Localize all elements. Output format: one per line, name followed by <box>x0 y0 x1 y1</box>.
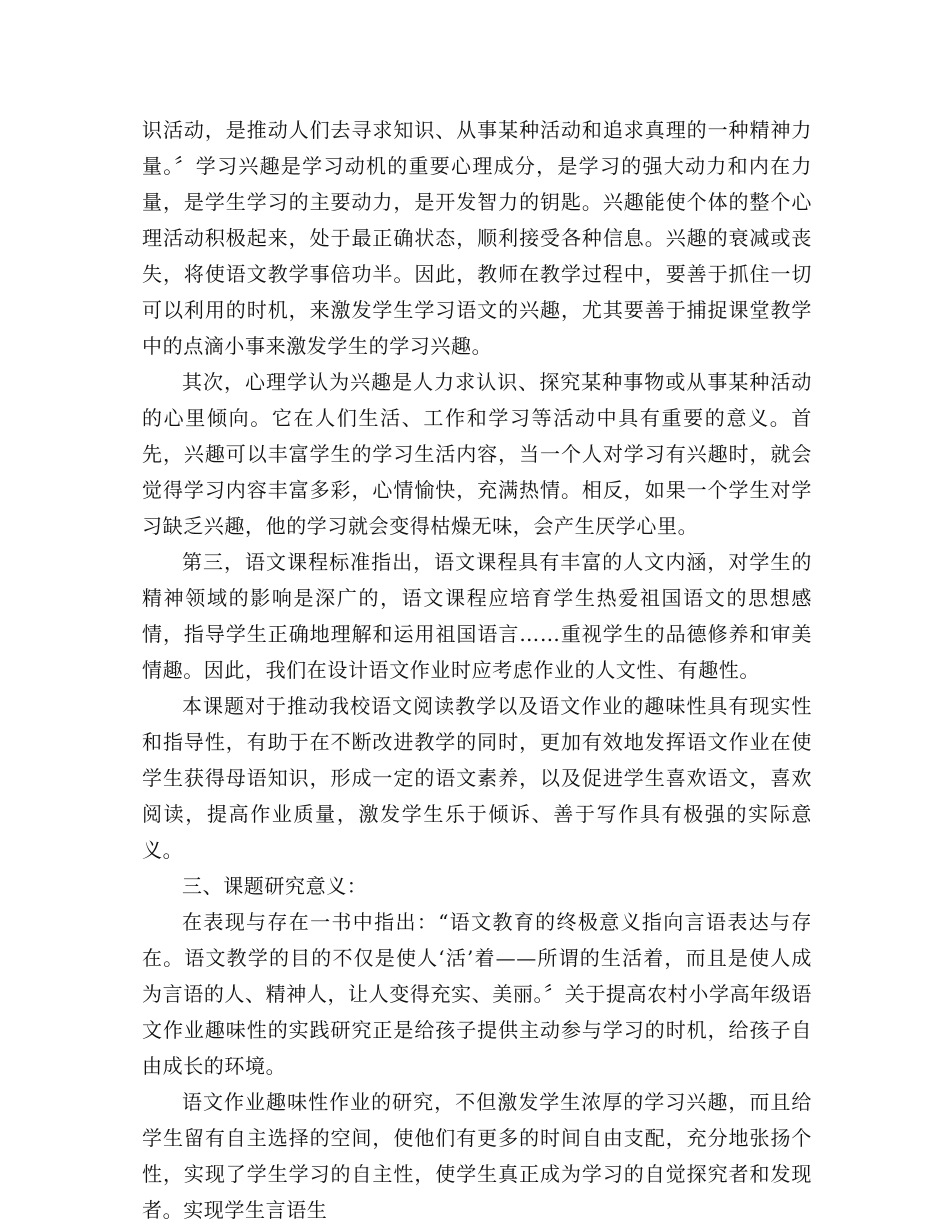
paragraph-second-point: 其次，心理学认为兴趣是人力求认识、探究某种事物或从事某种活动的心里倾向。它在人们生活、工作和学习等活动中具有重要的意义。首先，兴趣可以丰富学生的学习生活内容，当一个人对学习有兴趣时，就会觉得学习内容丰富多彩，心情愉快，充满热情。相反，如果一个学生对学习缺乏兴趣，他的学习就会变得枯燥无味，会产生厌学心里。 <box>142 370 812 538</box>
paragraph-continuation: 识活动，是推动人们去寻求知识、从事某种活动和追求真理的一种精神力量。〞学习兴趣是学习动机的重要心理成分，是学习的强大动力和内在力量，是学生学习的主要动力，是开发智力的钥匙。兴趣能使个体的整个心理活动积极起来，处于最正确状态，顺利接受各种信息。兴趣的衰减或丧失，将使语文教学事倍功半。因此，教师在教学过程中，要善于抓住一切可以利用的时机，来激发学生学习语文的兴趣，尤其要善于捕捉课堂教学中的点滴小事来激发学生的学习兴趣。 <box>142 118 812 358</box>
paragraph-third-point: 第三，语文课程标准指出，语文课程具有丰富的人文内涵，对学生的精神领域的影响是深广的，语文课程应培育学生热爱祖国语文的思想感情，指导学生正确地理解和运用祖国语言……重视学生的品德修养和审美情趣。因此，我们在设计语文作业时应考虑作业的人文性、有趣性。 <box>142 550 812 682</box>
document-body <box>142 112 812 1228</box>
paragraph-topic-significance: 本课题对于推动我校语文阅读教学以及语文作业的趣味性具有现实性和指导性，有助于在不断改进教学的同时，更加有效地发挥语文作业在使学生获得母语知识，形成一定的语文素养，以及促进学生喜欢语文，喜欢阅读，提高作业质量，激发学生乐于倾诉、善于写作具有极强的实际意义。 <box>142 694 812 862</box>
paragraph-quote: 在表现与存在一书中指出：“语文教育的终极意义指向言语表达与存在。语文教学的目的不仅是使人‘活’着——所谓的生活着，而且是使人成为言语的人、精神人，让人变得充实、美丽。〞关于提高农村小学高年级语文作业趣味性的实践研究正是给孩子提供主动参与学习的时机，给孩子自由成长的环境。 <box>142 910 812 1078</box>
paragraph-homework-research: 语文作业趣味性作业的研究，不但激发学生浓厚的学习兴趣，而且给学生留有自主选择的空间，使他们有更多的时间自由支配，充分地张扬个性，实现了学生学习的自主性，使学生真正成为学习的自觉探究者和发现者。实现学生言语生 <box>142 1090 812 1222</box>
section-heading-research-meaning: 三、课题研究意义： <box>182 874 368 898</box>
